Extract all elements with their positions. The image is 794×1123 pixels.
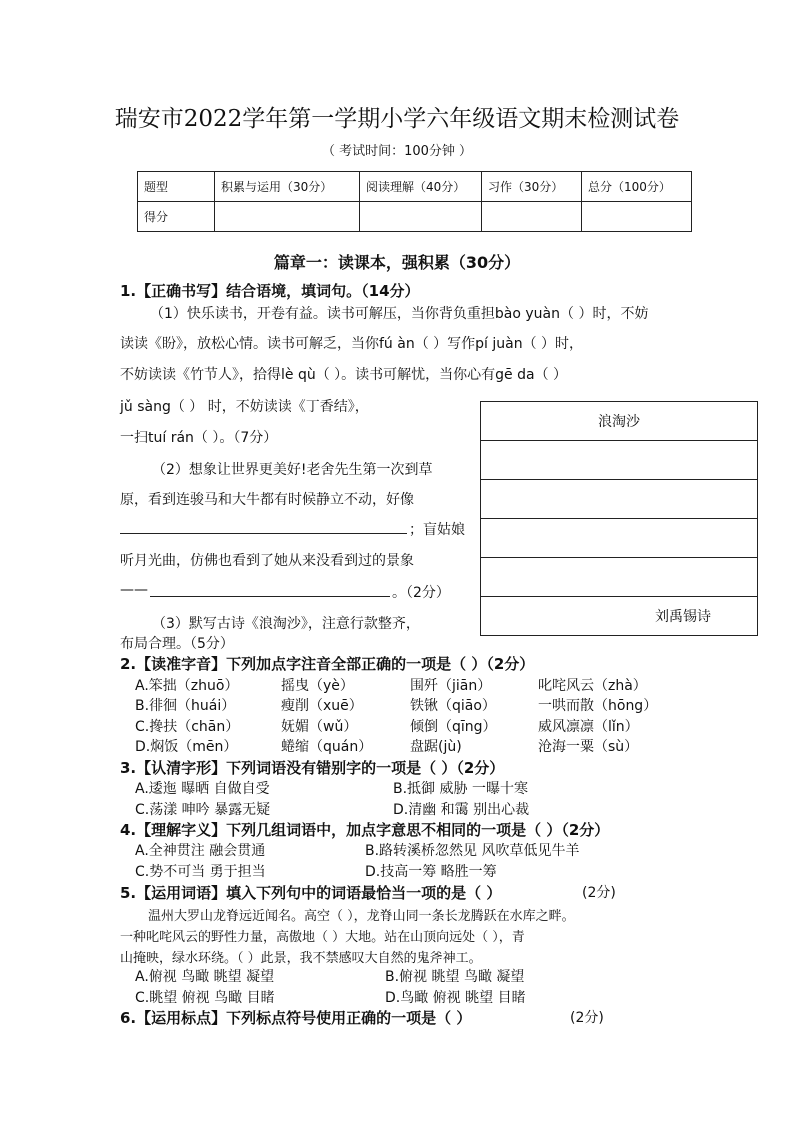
q1-line: 。（2分） xyxy=(392,585,450,601)
score-header-type: 题型 xyxy=(138,172,215,202)
section-title: 篇章一：读课本，强积累（30分） xyxy=(273,253,521,272)
q2-option-c: 妩媚（wǔ） xyxy=(281,719,358,735)
q2-option-b[interactable]: B.徘徊（huái） xyxy=(135,698,236,714)
score-row-label: 得分 xyxy=(138,202,215,232)
q1-line: 一扫tuí rán（ ）。（7分） xyxy=(120,430,278,446)
q2-option-a[interactable]: A.笨拙（zhuō） xyxy=(135,678,239,694)
q2-option-c: 威风凛凛（lǐn） xyxy=(538,719,639,735)
score-cell-total[interactable] xyxy=(582,202,692,232)
poem-line-box[interactable] xyxy=(481,519,758,558)
q2-option-a: 摇曳（yè） xyxy=(281,678,354,694)
q5-option-b[interactable]: B.俯视 眺望 鸟瞰 凝望 xyxy=(385,969,525,985)
score-table-score-row xyxy=(138,202,692,232)
q1-line: ；盲姑娘 xyxy=(409,522,465,538)
q2-option-a: 围歼（jiān） xyxy=(410,678,492,694)
q2-option-d: 沧海一粟（sù） xyxy=(538,739,639,755)
q5-passage-line: 温州大罗山龙脊远近闻名。高空（ ），龙脊山同一条长龙腾跃在水库之畔。 xyxy=(148,909,575,924)
q3-heading: 3.【认清字形】下列词语没有错别字的一项是（ ）（2分） xyxy=(120,759,505,777)
q2-option-d[interactable]: D.焖饭（mēn） xyxy=(135,739,238,755)
q2-option-b: 瘦削（xuē） xyxy=(281,698,363,714)
q2-heading: 2.【读准字音】下列加点字注音全部正确的一项是（ ）（2分） xyxy=(120,655,535,673)
q1-heading: 1.【正确书写】结合语境，填词句。（14分） xyxy=(120,282,420,300)
q6-heading: 6.【运用标点】下列标点符号使用正确的一项是（ ） xyxy=(120,1009,472,1027)
q3-option-d[interactable]: D.清幽 和霭 别出心裁 xyxy=(393,802,530,818)
q5-heading: 5.【运用词语】填入下列句中的词语最恰当一项的是（ ） xyxy=(120,884,502,902)
q1-line: jǔ sàng（ ） 时，不妨读读《丁香结》， xyxy=(120,399,369,415)
q3-option-b[interactable]: B.抵御 威胁 一曝十寒 xyxy=(393,781,528,797)
q5-option-d[interactable]: D.鸟瞰 俯视 眺望 目睹 xyxy=(385,990,526,1006)
q2-option-d: 盘踞(jù) xyxy=(410,739,462,755)
q4-option-a[interactable]: A.全神贯注 融会贯通 xyxy=(135,843,266,859)
poem-author: 刘禹锡诗 xyxy=(481,597,758,636)
q6-score: (2分) xyxy=(570,1010,604,1026)
score-header-reading: 阅读理解（40分） xyxy=(360,172,482,202)
q4-option-b[interactable]: B.路转溪桥忽然见 风吹草低见牛羊 xyxy=(365,843,580,859)
score-cell-reading[interactable] xyxy=(360,202,482,232)
q1-line: 不妨读读《竹节人》，拾得lè qù（ ）。读书可解忧，当你心有gē da（ ） xyxy=(120,367,568,383)
score-cell-usage[interactable] xyxy=(215,202,360,232)
q1-line: （3）默写古诗《浪淘沙》，注意行款整齐， xyxy=(152,616,420,632)
score-header-usage: 积累与运用（30分） xyxy=(215,172,360,202)
q3-option-c[interactable]: C.荡漾 呻吟 暴露无疑 xyxy=(135,802,271,818)
q2-option-d: 蜷缩（quán） xyxy=(281,739,373,755)
score-header-writing: 习作（30分） xyxy=(482,172,582,202)
q5-option-a[interactable]: A.俯视 鸟瞰 眺望 凝望 xyxy=(135,969,275,985)
q2-option-b: 铁锹（qiāo） xyxy=(410,698,496,714)
q2-option-b: 一哄而散（hōng） xyxy=(538,698,658,714)
q3-option-a[interactable]: A.逶迤 曝晒 自做自受 xyxy=(135,781,270,797)
q2-option-c: 倾倒（qīng） xyxy=(410,719,497,735)
q1-line: 读读《盼》，放松心情。读书可解乏，当你fú àn（ ）写作pí juàn（ ）时， xyxy=(120,336,584,352)
poem-grid xyxy=(480,401,758,636)
poem-title: 浪淘沙 xyxy=(481,402,758,441)
score-table xyxy=(137,171,692,232)
exam-time-note: （ 考试时间：100分钟 ） xyxy=(321,144,473,159)
q5-passage-line: 一种叱咤风云的野性力量，高傲地（ ）大地。站在山顶向远处（ ），青 xyxy=(120,930,525,945)
q1-line: （1）快乐读书，开卷有益。读书可解压，当你背负重担bào yuàn（ ）时，不妨 xyxy=(150,306,649,322)
q2-option-c[interactable]: C.搀扶（chān） xyxy=(135,719,240,735)
q1-line: （2）想象让世界更美好!老舍先生第一次到草 xyxy=(152,462,433,478)
poem-line-box[interactable] xyxy=(481,558,758,597)
q2-option-a: 叱咤风云（zhà） xyxy=(538,678,647,694)
q1-line: 布局合理。（5分） xyxy=(120,636,234,652)
q4-option-c[interactable]: C.势不可当 勇于担当 xyxy=(135,864,266,880)
q1-line: 原，看到连骏马和大牛都有时候静立不动，好像 xyxy=(120,492,414,508)
score-cell-writing[interactable] xyxy=(482,202,582,232)
exam-title: 瑞安市2022学年第一学期小学六年级语文期末检测试卷 xyxy=(114,106,680,132)
score-header-total: 总分（100分） xyxy=(582,172,692,202)
q1-line: 听月光曲，仿佛也看到了她从来没看到过的景象 xyxy=(120,553,414,569)
poem-line-box[interactable] xyxy=(481,480,758,519)
q5-option-c[interactable]: C.眺望 俯视 鸟瞰 目睹 xyxy=(135,990,275,1006)
answer-blank[interactable] xyxy=(120,533,407,534)
q5-passage-line: 山掩映，绿水环绕。（ ）此景，我不禁感叹大自然的鬼斧神工。 xyxy=(120,951,482,966)
poem-line-box[interactable] xyxy=(481,441,758,480)
q1-line: —— xyxy=(120,582,148,598)
q5-score: (2分) xyxy=(582,885,616,901)
answer-blank[interactable] xyxy=(150,596,390,597)
score-table-header-row xyxy=(138,172,692,202)
q4-heading: 4.【理解字义】下列几组词语中，加点字意思不相同的一项是（ ）（2分） xyxy=(120,821,610,839)
q4-option-d[interactable]: D.技高一筹 略胜一筹 xyxy=(365,864,497,880)
